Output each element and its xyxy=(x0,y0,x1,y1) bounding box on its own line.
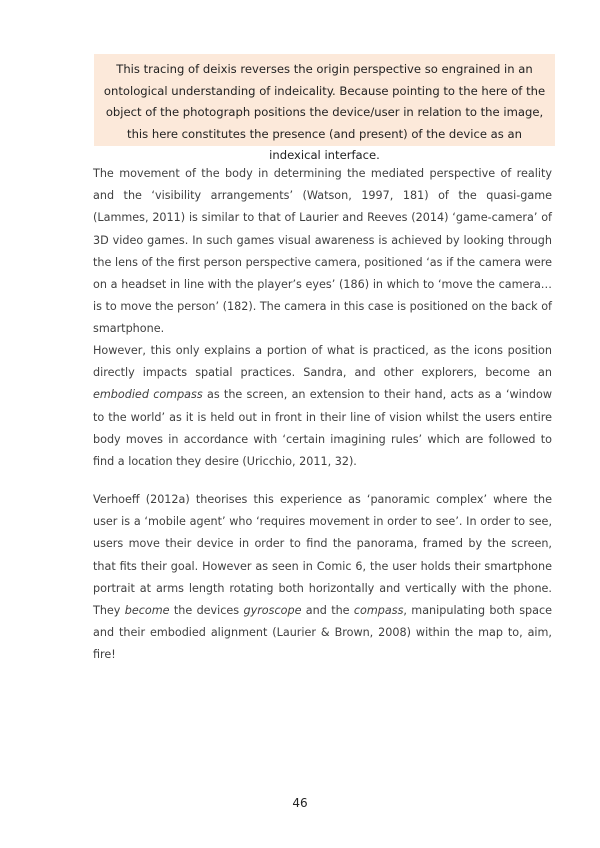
paragraph-2-text-a: However, this only explains a portion of what is practiced, as the icons position directly impacts spatial practices. Sandra, and other explorers, become an xyxy=(93,344,552,380)
page-number: 46 xyxy=(292,796,308,810)
emphasis-embodied-compass: embodied compass xyxy=(93,388,203,402)
body-paragraph-2 xyxy=(93,340,552,473)
callout-text: This tracing of deixis reverses the origin perspective so engrained in an ontological understanding of indeicality. Because pointing to the here of the object of the photograph positions the device/user in relation to the image, this here constitutes the presence (and present) of the device as an indexical interface. xyxy=(103,62,546,163)
paragraph-3-text-a: Verhoeff (2012a) theorises this experience as ‘panoramic complex’ where the user is a ‘mobile agent’ who ‘requires movement in order to see’. In order to see, users move their device in order to find the panorama, framed by the screen, that fits their goal. However as seen in Comic 6, the user holds their smartphone portrait at arms length rotating both horizontally and vertically with the phone. They xyxy=(93,493,552,618)
paragraph-1-text: The movement of the body in determining the mediated perspective of reality and the ‘visibility arrangements’ (Watson, 1997, 181) of the quasi-game (Lammes, 2011) is similar to that of Laurier and Reeves (2014) ‘game-camera’ of 3D video games. In such games visual awareness is achieved by looking through the lens of the first person perspective camera, positioned ‘as if the camera were on a headset in line with the player’s eyes’ (186) in which to ‘move the camera…is to move the person’ (182). The camera in this case is positioned on the back of smartphone. xyxy=(93,167,552,336)
highlighted-callout-box xyxy=(94,54,555,163)
paragraph-3-text-c: and the xyxy=(301,604,354,618)
emphasis-compass: compass xyxy=(353,604,404,618)
body-paragraph-3 xyxy=(93,489,552,667)
paragraph-2-text-b: as the screen, an extension to their hand, acts as a ‘window to the world’ as it is held out in front in their line of vision whilst the users entire body moves in accordance with ‘certain imagining rules’ which are followed to find a location they desire (Uricchio, 2011, 32). xyxy=(93,388,552,469)
paragraph-3-text-d: , manipulating both space and their embodied alignment (Laurier & Brown, 2008) within the map to, aim, fire! xyxy=(93,604,553,662)
emphasis-become: become xyxy=(124,604,170,618)
emphasis-gyroscope: gyroscope xyxy=(243,604,302,618)
paragraph-3-text-b: the devices xyxy=(169,604,244,618)
body-paragraph-1 xyxy=(93,163,552,341)
